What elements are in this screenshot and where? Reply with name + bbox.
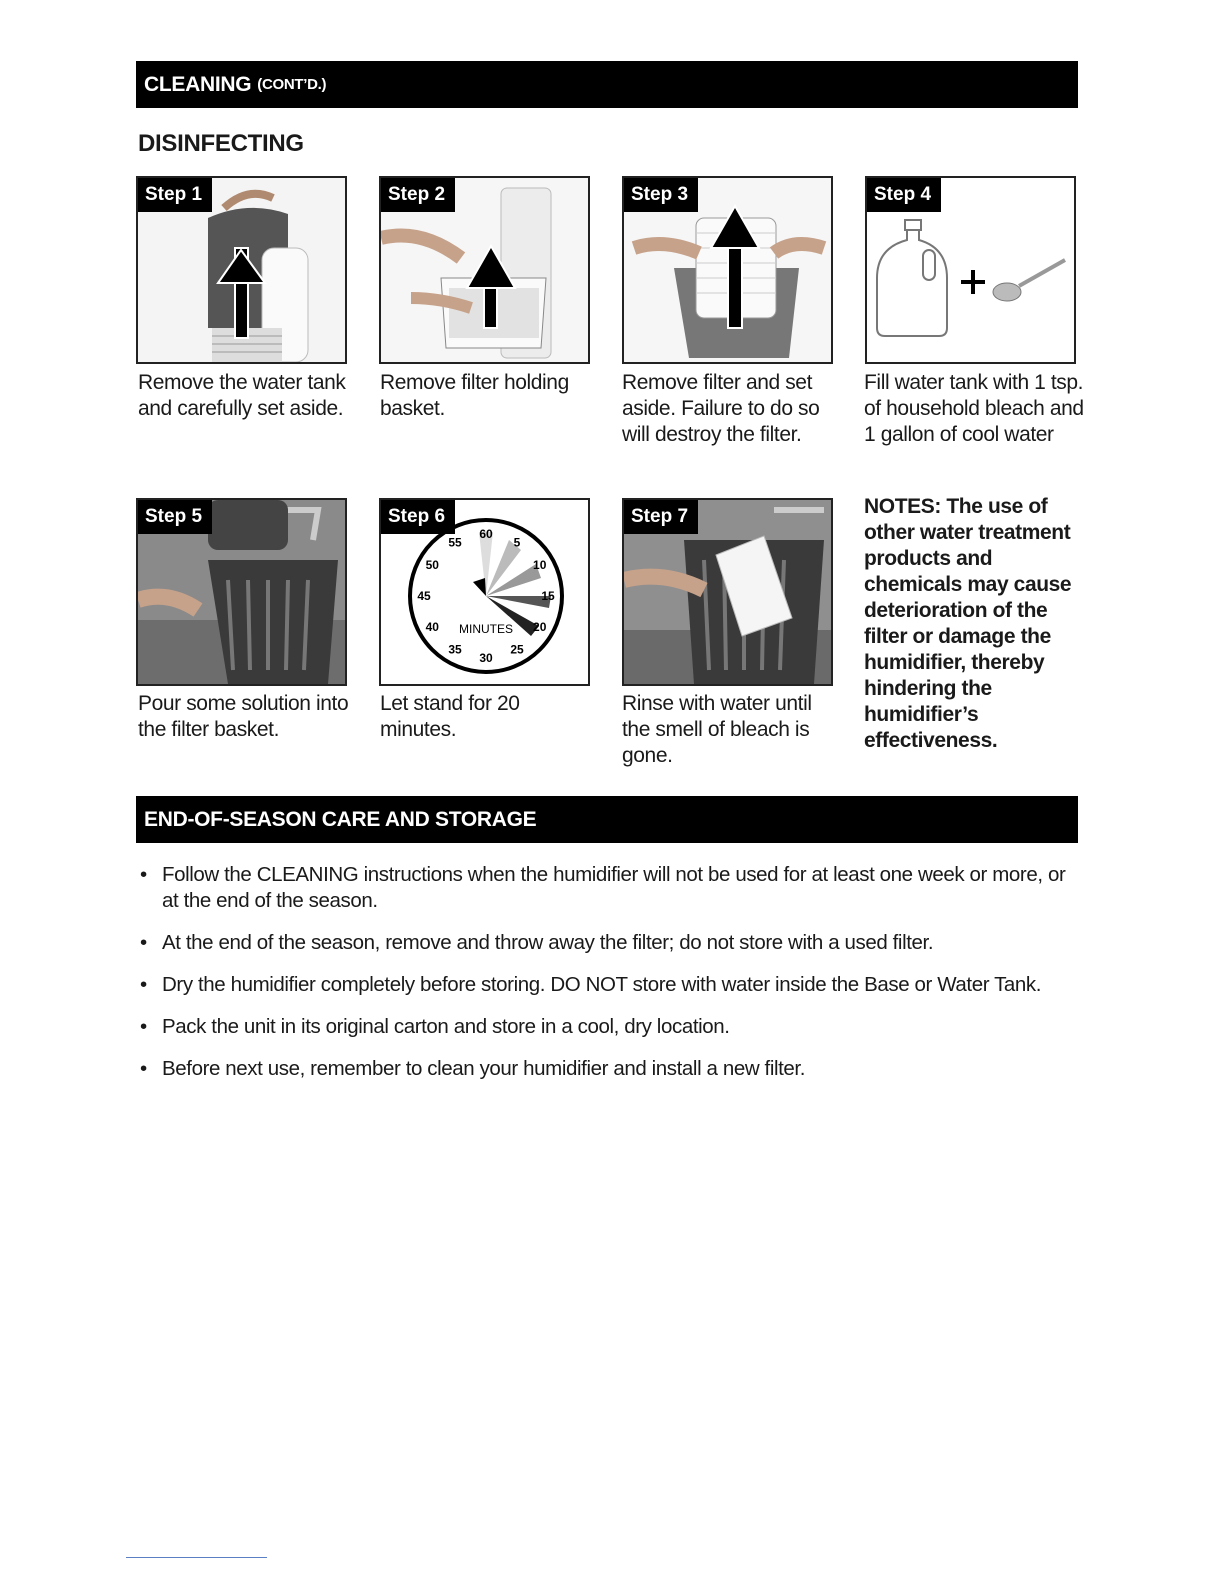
step-3-illustration <box>622 176 833 364</box>
list-item-text: Pack the unit in its original carton and store in a cool, dry location. <box>162 1015 730 1038</box>
step-tag: Step 4 <box>867 178 941 212</box>
timer-tick-label: 25 <box>510 642 524 657</box>
step-tag: Step 2 <box>381 178 455 212</box>
storage-bullet-list <box>140 862 1070 1098</box>
step-7-illustration <box>622 498 833 686</box>
timer-tick-label: 45 <box>417 589 431 603</box>
step-5-caption: Pour some solution into the filter basket. <box>138 692 349 741</box>
timer-tick-label: 55 <box>448 535 462 550</box>
section-title-suffix: (CONT’D.) <box>257 76 327 93</box>
list-item: • Dry the humidifier completely before storing. DO NOT store with water inside the Base or Water Tank. <box>140 973 1042 996</box>
list-item-text: Before next use, remember to clean your humidifier and install a new filter. <box>162 1057 806 1080</box>
step-1-caption: Remove the water tank and carefully set aside. <box>138 371 346 420</box>
footer-divider <box>126 1557 267 1558</box>
section-title: END-OF-SEASON CARE AND STORAGE <box>144 807 537 831</box>
timer-tick-label: 50 <box>425 558 439 572</box>
step-6-illustration <box>379 498 590 686</box>
step-4-illustration <box>865 176 1076 364</box>
section-title: CLEANING <box>144 72 252 96</box>
timer-tick-label: 40 <box>425 620 439 634</box>
step-2-caption: Remove filter holding basket. <box>380 371 569 420</box>
step-tag: Step 7 <box>624 500 698 534</box>
timer-tick-label: 30 <box>479 651 493 665</box>
step-tag: Step 5 <box>138 500 212 534</box>
timer-tick-label: 5 <box>513 535 521 550</box>
timer-tick-label: 15 <box>541 589 555 603</box>
list-item-text: Dry the humidifier completely before storing. DO NOT store with water inside the Base or Water Tank. <box>162 973 1042 996</box>
step-7-caption: Rinse with water until the smell of bleach is gone. <box>622 692 812 767</box>
list-item-text: Follow the CLEANING instructions when the humidifier will not be used for at least one week or more, or at the end of the season. <box>162 863 1066 912</box>
list-item: • Pack the unit in its original carton and store in a cool, dry location. <box>140 1015 730 1038</box>
step-6-caption: Let stand for 20 minutes. <box>380 692 520 741</box>
step-tag: Step 3 <box>624 178 698 212</box>
disinfecting-heading: DISINFECTING <box>138 130 304 157</box>
step-4-caption: Fill water tank with 1 tsp. of household bleach and 1 gallon of cool water <box>864 371 1084 446</box>
step-1-illustration <box>136 176 347 364</box>
timer-tick-label: 60 <box>479 527 493 541</box>
notes-text: NOTES: The use of other water treatment products and chemicals may cause deterioration of the filter or damage the humidifier, thereby hindering the humidifier’s effectiveness. <box>864 495 1072 752</box>
timer-label: MINUTES <box>459 622 513 636</box>
list-item: • Before next use, remember to clean your humidifier and install a new filter. <box>140 1057 806 1080</box>
step-tag: Step 6 <box>381 500 455 534</box>
step-3-caption: Remove filter and set aside. Failure to do so will destroy the filter. <box>622 371 820 446</box>
timer-tick-label: 35 <box>448 642 462 657</box>
timer-tick-label: 20 <box>533 620 547 634</box>
step-2-illustration <box>379 176 590 364</box>
list-item: • At the end of the season, remove and throw away the filter; do not store with a used filter. <box>140 931 934 954</box>
step-tag: Step 1 <box>138 178 212 212</box>
list-item-text: At the end of the season, remove and throw away the filter; do not store with a used filter. <box>162 931 934 954</box>
timer-tick-label: 10 <box>533 558 547 572</box>
section-header-storage <box>136 796 1078 843</box>
step-5-illustration <box>136 498 347 686</box>
section-header-cleaning <box>136 61 1078 108</box>
list-item: • Follow the CLEANING instructions when the humidifier will not be used for at least one week or more, or at the end of the season. <box>140 863 1066 912</box>
